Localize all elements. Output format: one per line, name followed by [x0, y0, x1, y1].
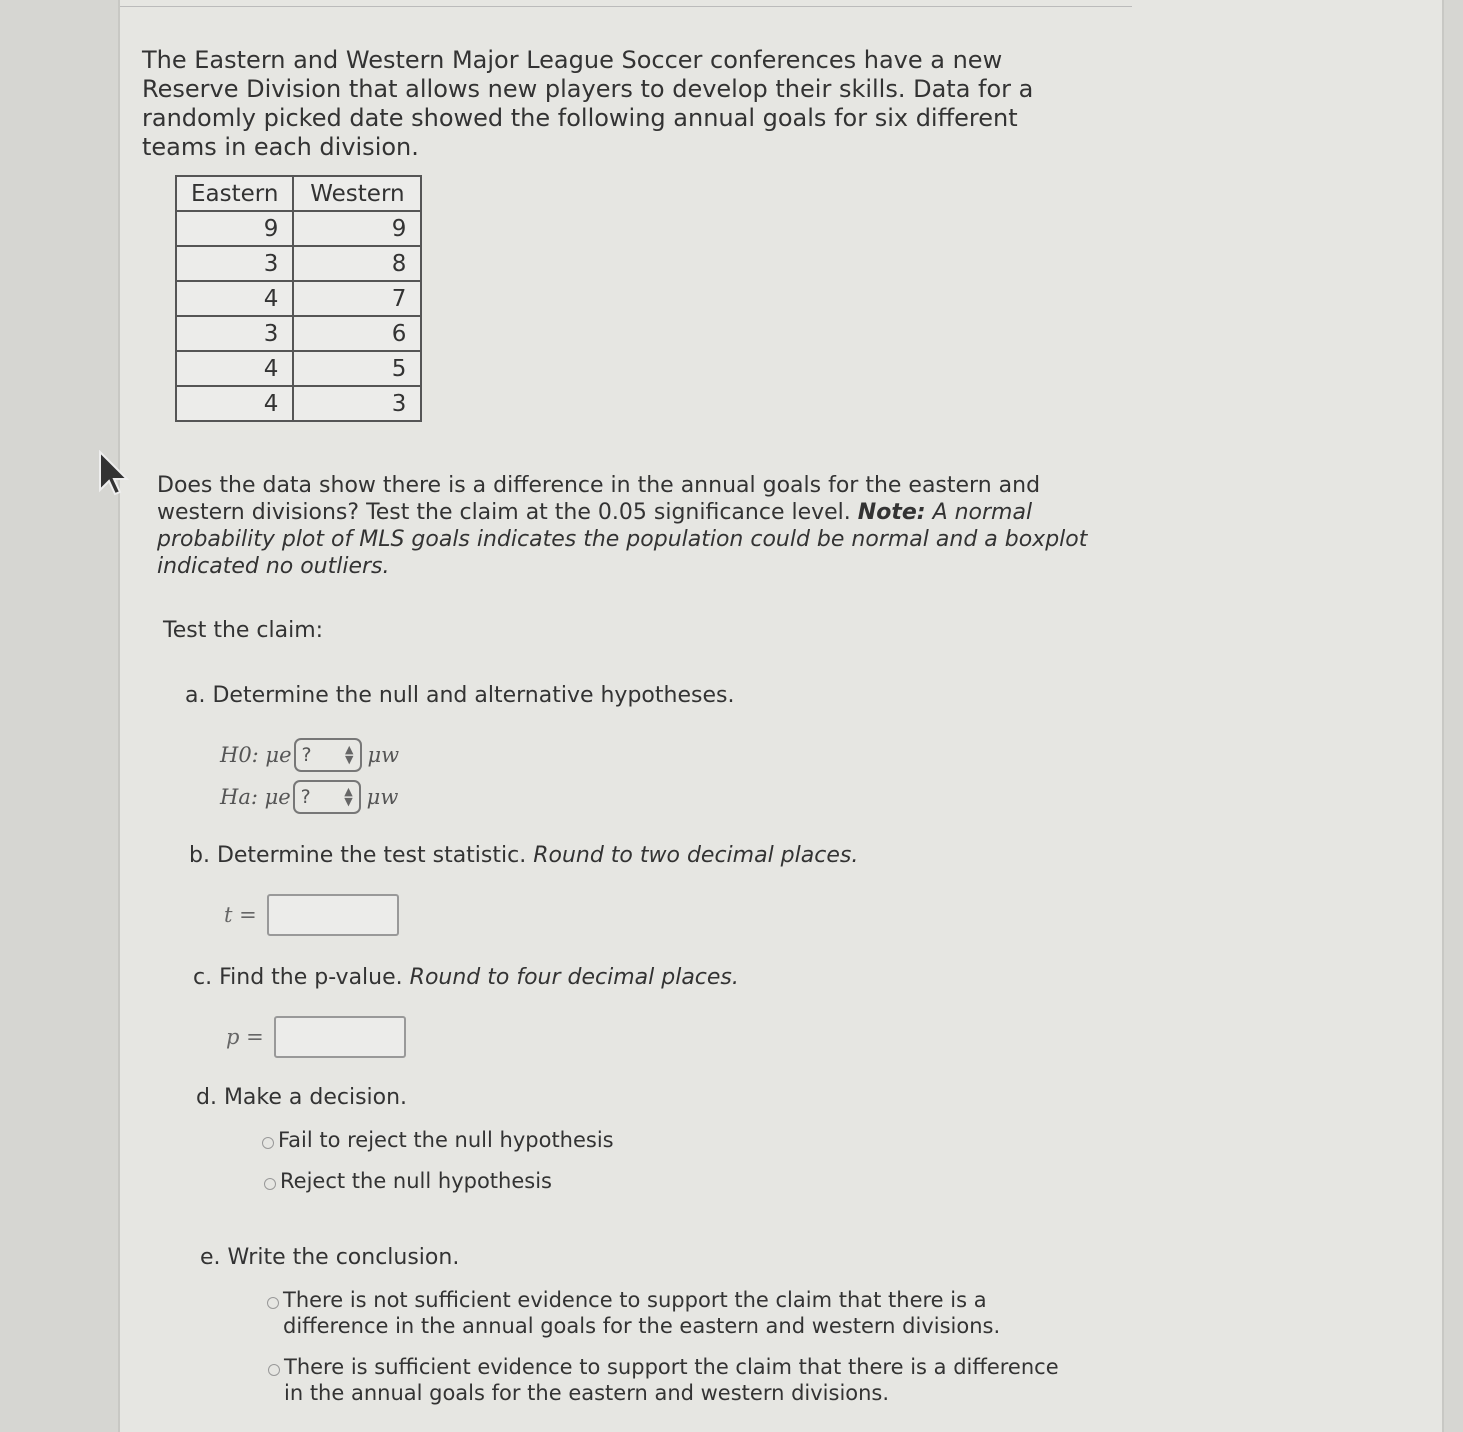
part-c-hint: Round to four decimal places. — [409, 965, 739, 990]
header-western: Western — [293, 176, 421, 211]
cell-western: 3 — [293, 386, 421, 421]
note-text: A normal probability plot of MLS goals indicates the population could be normal and a boxplot indicated no outliers. — [157, 500, 1088, 579]
select-value: ? — [301, 744, 312, 766]
option-label: There is sufficient evidence to support the claim that there is a difference in the annual goals for the eastern and western divisions. — [284, 1355, 1059, 1405]
part-b-hint: Round to two decimal places. — [533, 843, 859, 868]
t-statistic-input[interactable] — [267, 894, 399, 936]
part-b-label — [189, 843, 858, 868]
cell-western: 6 — [293, 316, 421, 351]
radio-button[interactable] — [262, 1137, 274, 1149]
h0-label: H0: μe — [220, 743, 292, 767]
goals-table — [175, 175, 422, 422]
part-c-label — [193, 965, 739, 990]
cell-eastern: 9 — [176, 211, 293, 246]
t-stat-row — [224, 894, 399, 936]
conclusion-option-not-sufficient[interactable] — [267, 1287, 1007, 1339]
question-main: Does the data show there is a difference in the annual goals for the eastern and western divisions? Test the claim at the 0.05 significance level. — [157, 473, 1041, 525]
problem-intro: The Eastern and Western Major League Soccer conferences have a new Reserve Division that allows new players to develop their skills. Data for a randomly picked date showed the following annual goals for six different teams in each division. — [142, 46, 1034, 161]
option-label: There is not sufficient evidence to support the claim that there is a difference in the annual goals for the eastern and western divisions. — [283, 1288, 1001, 1338]
question-text — [157, 472, 1117, 580]
p-label: p = — [226, 1025, 264, 1049]
table-row — [176, 281, 421, 316]
conclusion-option-sufficient[interactable] — [268, 1354, 1068, 1406]
ha-label: Ha: μe — [220, 785, 291, 809]
ha-rhs: μw — [366, 785, 399, 809]
radio-button[interactable] — [268, 1364, 280, 1376]
cell-western: 9 — [293, 211, 421, 246]
table-row — [176, 386, 421, 421]
cell-western: 5 — [293, 351, 421, 386]
h0-operator-select[interactable] — [294, 738, 362, 772]
null-hypothesis-row — [220, 738, 399, 772]
part-e-label: e. Write the conclusion. — [200, 1245, 460, 1270]
part-c-text: c. Find the p-value. — [193, 965, 403, 990]
p-value-input[interactable] — [274, 1016, 406, 1058]
cell-western: 8 — [293, 246, 421, 281]
table-row — [176, 351, 421, 386]
cell-eastern: 4 — [176, 351, 293, 386]
header-eastern: Eastern — [176, 176, 293, 211]
divider — [120, 6, 1132, 7]
select-value: ? — [300, 786, 311, 808]
cell-western: 7 — [293, 281, 421, 316]
cell-eastern: 4 — [176, 386, 293, 421]
ha-operator-select[interactable] — [293, 780, 361, 814]
option-label: Reject the null hypothesis — [280, 1169, 552, 1193]
part-d-label: d. Make a decision. — [196, 1085, 408, 1110]
table-row — [176, 211, 421, 246]
radio-button[interactable] — [267, 1297, 279, 1309]
table-row — [176, 316, 421, 351]
t-label: t = — [224, 903, 257, 927]
part-b-text: b. Determine the test statistic. — [189, 843, 527, 868]
test-claim-heading: Test the claim: — [163, 618, 324, 643]
decision-option-fail[interactable] — [262, 1127, 614, 1153]
radio-button[interactable] — [264, 1178, 276, 1190]
table-row — [176, 246, 421, 281]
decision-option-reject[interactable] — [264, 1168, 552, 1194]
updown-arrow-icon: ▲ ▼ — [344, 785, 353, 808]
option-label: Fail to reject the null hypothesis — [278, 1128, 614, 1152]
part-a-label: a. Determine the null and alternative hypotheses. — [185, 683, 735, 708]
cell-eastern: 4 — [176, 281, 293, 316]
p-value-row — [226, 1016, 406, 1058]
table-header-row — [176, 176, 421, 211]
cell-eastern: 3 — [176, 246, 293, 281]
updown-arrow-icon: ▲ ▼ — [345, 743, 354, 766]
note-label: Note: — [857, 500, 926, 525]
h0-rhs: μw — [367, 743, 400, 767]
mouse-cursor-icon — [98, 450, 132, 496]
alt-hypothesis-row — [220, 780, 398, 814]
cell-eastern: 3 — [176, 316, 293, 351]
